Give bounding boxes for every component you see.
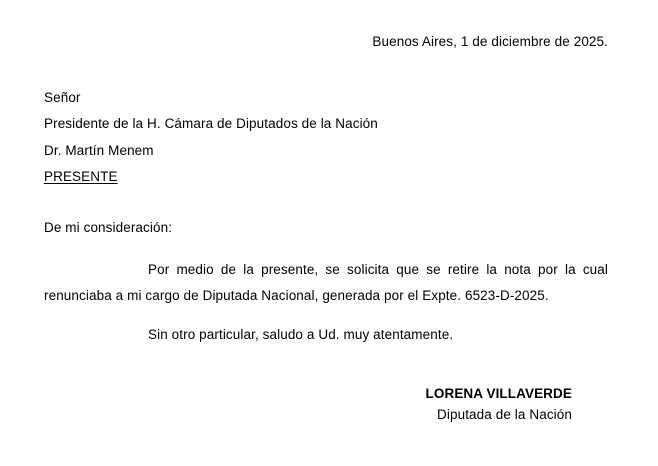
closing-paragraph: Sin otro particular, saludo a Ud. muy atentamente. (148, 326, 454, 342)
signature-role: Diputada de la Nación (437, 407, 572, 422)
signature-name: LORENA VILLAVERDE (425, 386, 572, 401)
addressee-line-salutation: Señor (44, 89, 81, 105)
body-paragraph: Por medio de la presente, se solicita que se retire la nota por la cual renunciaba a mi cargo de Diputada Nacional, generada por el Expte. 6523-D-2025. (44, 262, 608, 304)
addressee-line-name: Dr. Martín Menem (44, 142, 154, 158)
addressee-line-present: PRESENTE (44, 168, 118, 184)
salutation-line: De mi consideración: (44, 220, 173, 236)
addressee-line-title: Presidente de la H. Cámara de Diputados de la Nación (44, 116, 378, 132)
signature-block (0, 386, 614, 422)
addressee-block (44, 85, 614, 190)
date-line: Buenos Aires, 1 de diciembre de 2025. (372, 34, 608, 49)
